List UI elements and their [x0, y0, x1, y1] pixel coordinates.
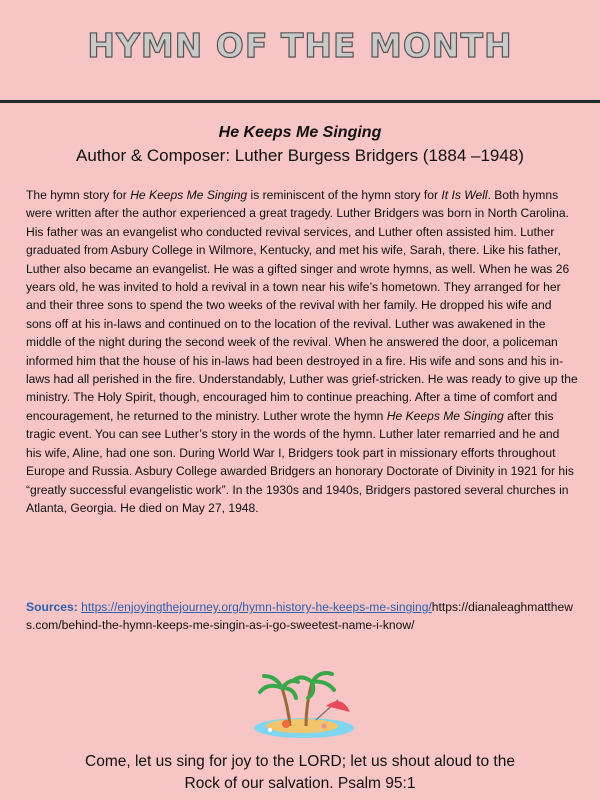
verse-line: Rock of our salvation. Psalm 95:1	[184, 775, 416, 792]
hymn-story	[26, 186, 578, 517]
hymn-title: He Keeps Me Singing	[218, 124, 382, 141]
author-line: Author & Composer: Luther Burgess Bridgers (1884 –1948)	[76, 146, 524, 165]
story-hymn-title: He Keeps Me Singing	[130, 188, 248, 202]
story-text: after this tragic event. You can see Luther’s story in the words of the hymn. Luther later remarried and he and his wife, Aline, had one son. During World War I, Bridgers took part in missionary efforts throughout Europe and Russia. Asbury College awarded Bridgers an honorary Doctorate of Divinity in 1921 for his “greatly successful evangelistic work”. In the 1930s and 1940s, Bridgers pastored several churches in Atlanta, Georgia. He died on May 27, 1948.	[26, 408, 574, 515]
story-text: . Both hymns were written after the author experienced a great tragedy. Luther Bridgers was born in North Carolina. His father was an evangelist who conducted revival services, and Luther often assisted him. Luther graduated from Asbury College in Wilmore, Kentucky, and met his wife, Sarah, there. Like his father, Luther also became an evangelist. He was a gifted singer and wrote hymns, as well. When he was 26 years old, he was invited to hold a revival in a town near his wife’s hometown. They arranged for her and their three sons to spend the two weeks of the revival with her family. He dropped his wife and sons off at his in-laws and continued on to the location of the revival. Luther was awakened in the middle of the night during the second week of the revival. When he answered the door, a policeman informed him that the house of his in-laws had been destroyed in a fire. His wife and sons and his in-laws had all perished in the fire. Understandably, Luther was grief-stricken. He was ready to give up the ministry. The Holy Spirit, though, encouraged him to continue preaching. After a time of comfort and encouragement, he returned to the ministry. Luther wrote the hymn	[26, 188, 578, 423]
sources-label: Sources:	[26, 600, 82, 614]
beach-island-icon	[246, 668, 356, 746]
verse-line: Come, let us sing for joy to the LORD; let us shout aloud to the	[85, 753, 515, 770]
sources	[26, 598, 578, 635]
story-text: The hymn story for	[26, 188, 131, 202]
header-divider	[0, 100, 600, 103]
source-link-2: https://dianaleaghmatthews.com/behind-the-hymn-keeps-me-singin-as-i-go-sweetest-name-i-know/	[26, 600, 573, 633]
page-title: HYMN OF THE MONTH	[87, 26, 513, 65]
scripture-verse	[0, 751, 600, 795]
story-text: is reminiscent of the hymn story for	[247, 188, 442, 202]
story-hymn-title: He Keeps Me Singing	[386, 408, 504, 423]
story-hymn-title: It Is Well	[441, 188, 488, 202]
source-link-1[interactable]: https://enjoyingthejourney.org/hymn-history-he-keeps-me-singing/	[81, 600, 432, 614]
